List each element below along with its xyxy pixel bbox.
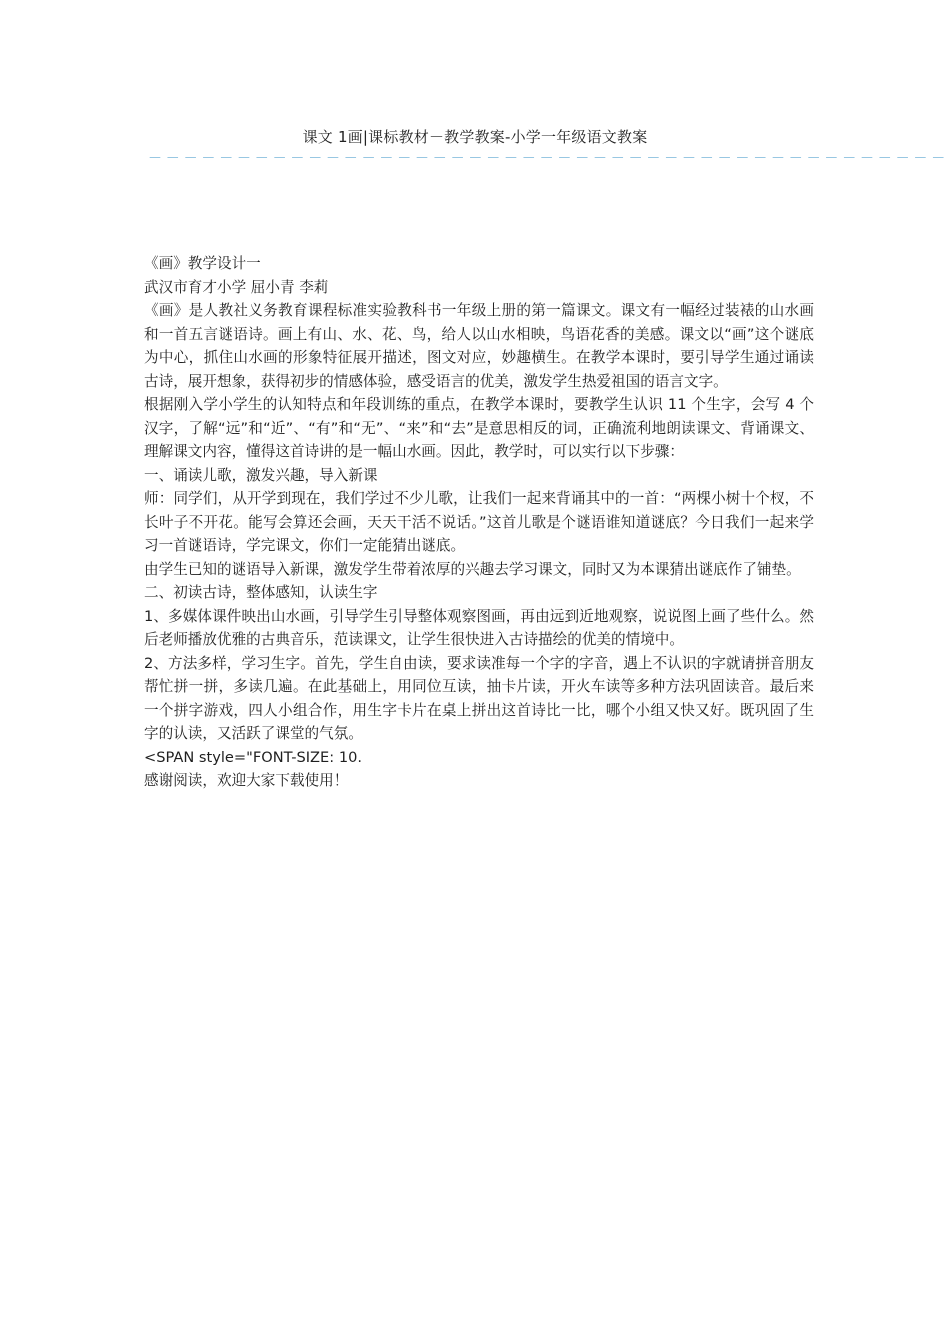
body-paragraph: 《画》是人教社义务教育课程标准实验教科书一年级上册的第一篇课文。课文有一幅经过装裱的山水画和一首五言谜语诗。画上有山、水、花、鸟，给人以山水相映，鸟语花香的美感。课文以“画”这个谜底为中心，抓住山水画的形象特征展开描述，图文对应，妙趣横生。在教学本课时，要引导学生通过诵读古诗，展开想象，获得初步的情感体验，感受语言的优美，激发学生热爱祖国的语言文字。 (144, 302, 814, 390)
header-dashed-rule: －－－－－－－－－－－－－－－－－－－－－－－－－－－－－－－－－－－－－－－－－－－－－ (148, 151, 949, 167)
body-paragraph: 师：同学们，从开学到现在，我们学过不少儿歌，让我们一起来背诵其中的一首：“两棵小树十个杈，不长叶子不开花。能写会算还会画，天天干活不说话。”这首儿歌是个谜语谁知道谜底？今日我们一起来学习一首谜语诗，学完课文，你们一定能猜出谜底。 (144, 490, 814, 554)
section-title: 《画》教学设计一 (144, 255, 261, 272)
author-line: 武汉市育才小学 屈小青 李莉 (144, 278, 329, 296)
body-paragraph: 由学生已知的谜语导入新课，激发学生带着浓厚的兴趣去学习课文，同时又为本课猜出谜底作了铺垫。 (144, 560, 801, 578)
body-paragraph: 1、多媒体课件映出山水画，引导学生引导整体观察图画，再由远到近地观察，说说图上画了些什么。然后老师播放优雅的古典音乐，范读课文，让学生很快进入古诗描绘的优美的情境中。 (144, 607, 814, 648)
stray-markup-line: <SPAN style="FONT-SIZE: 10. (144, 748, 363, 766)
header-title: 课文 1画|课标教材－教学教案-小学一年级语文教案 (302, 128, 648, 146)
document-body (144, 252, 814, 793)
step-heading: 一、诵读儿歌，激发兴趣，导入新课 (144, 466, 378, 484)
step-heading: 二、初读古诗，整体感知，认读生字 (144, 584, 378, 601)
body-paragraph: 2、方法多样，学习生字。首先，学生自由读，要求读准每一个字的字音，遇上不认识的字就请拼音朋友帮忙拼一拼，多读几遍。在此基础上，用同位互读，抽卡片读，开火车读等多种方法巩固读音。最后来一个拼字游戏，四人小组合作，用生字卡片在桌上拼出这首诗比一比，哪个小组又快又好。既巩固了生字的认读，又活跃了课堂的气氛。 (144, 654, 814, 742)
closing-line: 感谢阅读，欢迎大家下载使用！ (144, 772, 349, 789)
body-paragraph: 根据刚入学小学生的认知特点和年段训练的重点，在教学本课时，要教学生认识 11 个生字，会写 4 个汉字，了解“远”和“近”、“有”和“无”、“来”和“去”是意思相反的词，正确流利地朗读课文、背诵课文、理解课文内容，懂得这首诗讲的是一幅山水画。因此，教学时，可以实行以下步骤： (144, 396, 814, 460)
